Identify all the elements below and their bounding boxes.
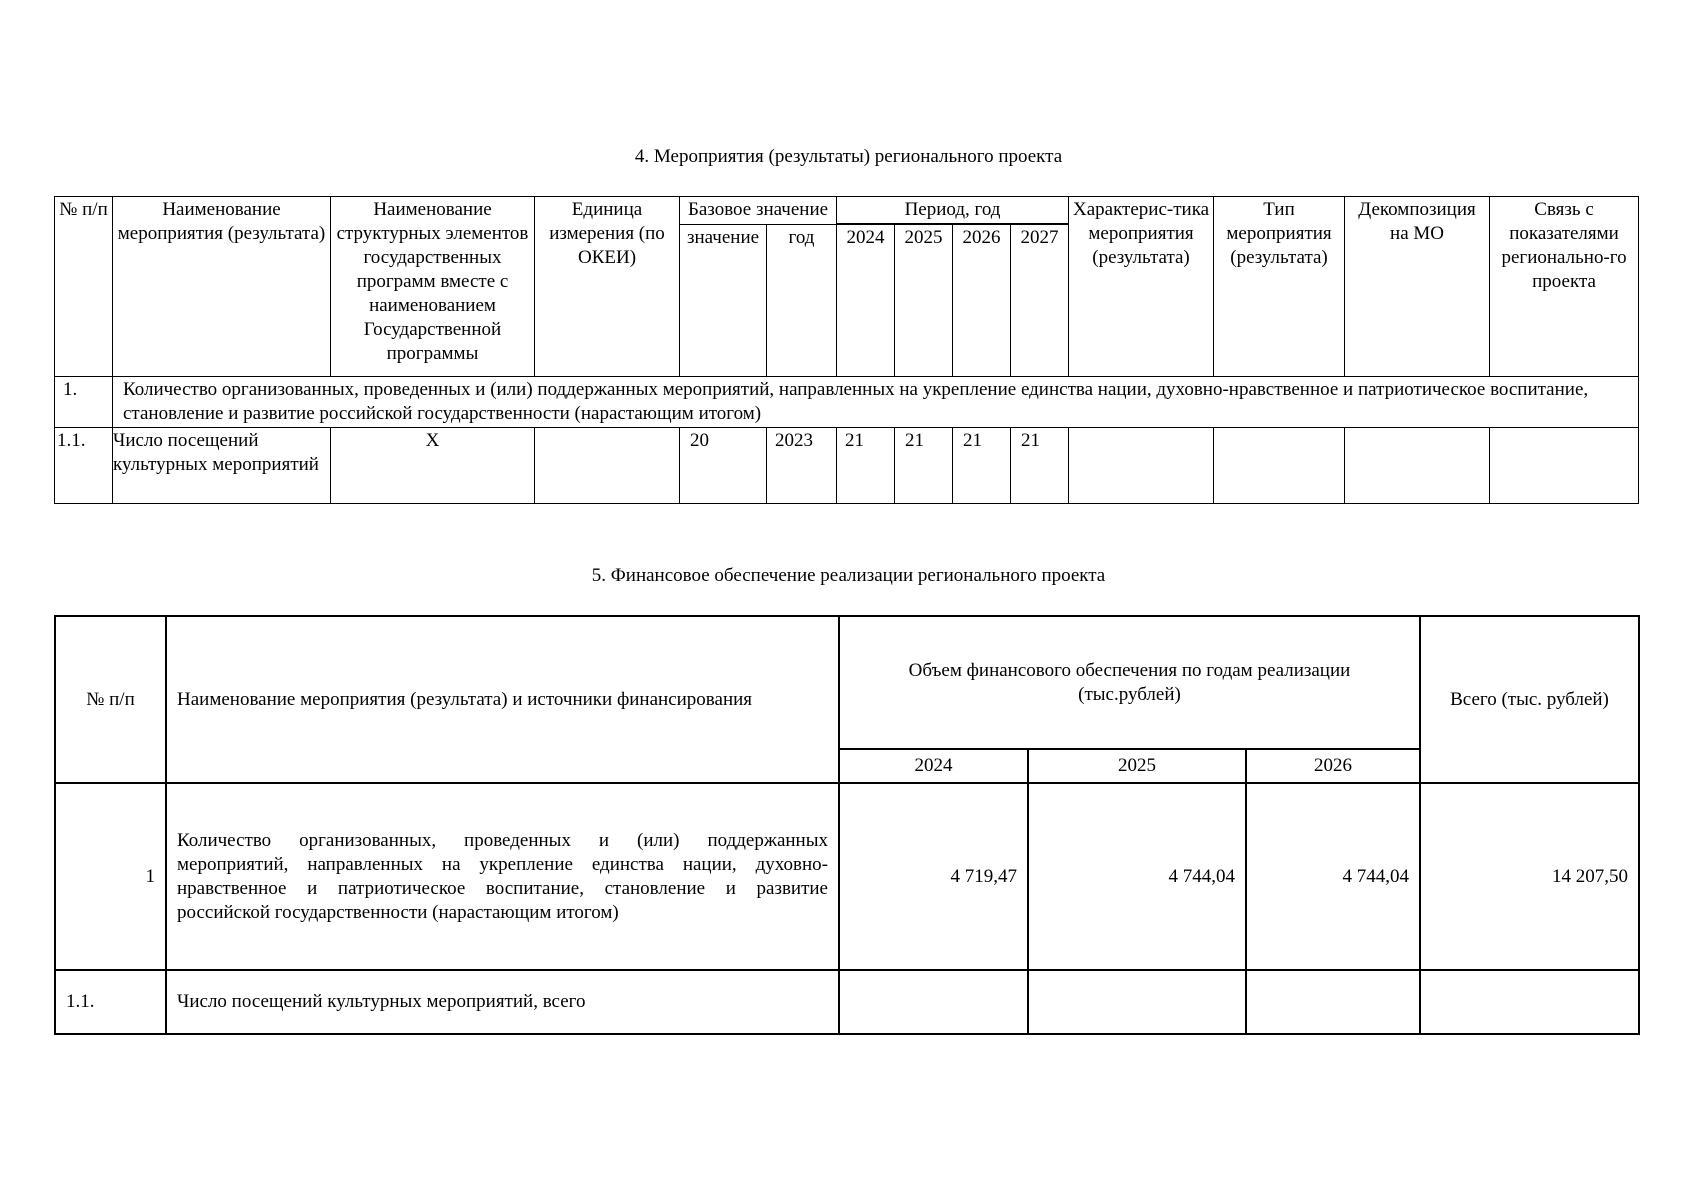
finance-row-name: Число посещений культурных мероприятий, всего <box>166 970 839 1034</box>
header-num: № п/п <box>55 197 113 377</box>
header-decomp: Декомпозиция на МО <box>1345 197 1490 377</box>
item-struct: X <box>331 428 535 504</box>
finance-header-row <box>55 616 1639 749</box>
header-link: Связь с показателями регионально-го проекта <box>1490 197 1639 377</box>
events-header-row <box>55 197 1639 224</box>
finance-row-num: 1.1. <box>55 970 166 1034</box>
item-char <box>1069 428 1214 504</box>
item-value-2026: 21 <box>953 428 1011 504</box>
header-unit: Единица измерения (по ОКЕИ) <box>535 197 680 377</box>
header-year-2025: 2025 <box>895 225 953 377</box>
header-name: Наименование мероприятия (результата) <box>113 197 331 377</box>
header-base-value: значение <box>680 225 767 377</box>
finance-header-year-2026: 2026 <box>1246 749 1420 783</box>
header-struct: Наименование структурных элементов государственных программ вместе с наименованием Государственной программы <box>331 197 535 377</box>
finance-row-value-2025: 4 744,04 <box>1028 783 1246 970</box>
header-period: Период, год <box>837 197 1069 224</box>
header-type: Тип мероприятия (результата) <box>1214 197 1345 377</box>
item-decomp <box>1345 428 1490 504</box>
finance-header-volume: Объем финансового обеспечения по годам реализации (тыс.рублей) <box>839 616 1420 749</box>
finance-row-num: 1 <box>55 783 166 970</box>
header-year-2027: 2027 <box>1011 225 1069 377</box>
header-year-2024: 2024 <box>837 225 895 377</box>
finance-row <box>55 970 1639 1034</box>
finance-row-name: Количество организованных, проведенных и (или) поддержанных мероприятий, направленных на укрепление единства нации, духовно-нравственное и патриотическое воспитание, становление и развитие российской государственности (нарастающим итогом) <box>166 783 839 970</box>
finance-row-value-2024 <box>839 970 1028 1034</box>
events-table <box>54 196 1639 504</box>
finance-row-value-2024: 4 719,47 <box>839 783 1028 970</box>
section5-title: 5. Финансовое обеспечение реализации регионального проекта <box>591 565 1106 586</box>
item-name: Число посещений культурных мероприятий <box>113 428 331 504</box>
finance-row-total: 14 207,50 <box>1420 783 1639 970</box>
finance-row <box>55 783 1639 970</box>
group-text: Количество организованных, проведенных и (или) поддержанных мероприятий, направленных на укрепление единства нации, духовно-нравственное и патриотическое воспитание, становление и развитие российской государственности (нарастающим итогом) <box>113 377 1639 428</box>
item-link <box>1490 428 1639 504</box>
finance-header-num: № п/п <box>55 616 166 783</box>
group-row <box>55 377 1639 428</box>
finance-header-year-2024: 2024 <box>839 749 1028 783</box>
finance-row-value-2025 <box>1028 970 1246 1034</box>
header-base: Базовое значение <box>680 197 837 225</box>
item-value-2027: 21 <box>1011 428 1069 504</box>
item-row <box>55 428 1639 504</box>
item-type <box>1214 428 1345 504</box>
item-num: 1.1. <box>55 428 113 504</box>
item-base-year: 2023 <box>767 428 837 504</box>
finance-header-name: Наименование мероприятия (результата) и источники финансирования <box>166 616 839 783</box>
header-char: Характерис-тика мероприятия (результата) <box>1069 197 1214 377</box>
finance-row-value-2026 <box>1246 970 1420 1034</box>
item-value-2024: 21 <box>837 428 895 504</box>
finance-table <box>54 615 1640 1035</box>
item-base-value: 20 <box>680 428 767 504</box>
finance-header-year-2025: 2025 <box>1028 749 1246 783</box>
item-value-2025: 21 <box>895 428 953 504</box>
header-year-2026: 2026 <box>953 225 1011 377</box>
item-unit <box>535 428 680 504</box>
finance-header-total: Всего (тыс. рублей) <box>1420 616 1639 783</box>
section4-title: 4. Мероприятия (результаты) регионального проекта <box>634 146 1063 167</box>
group-num: 1. <box>55 377 113 428</box>
header-base-year: год <box>767 225 837 377</box>
finance-row-value-2026: 4 744,04 <box>1246 783 1420 970</box>
finance-row-total <box>1420 970 1639 1034</box>
